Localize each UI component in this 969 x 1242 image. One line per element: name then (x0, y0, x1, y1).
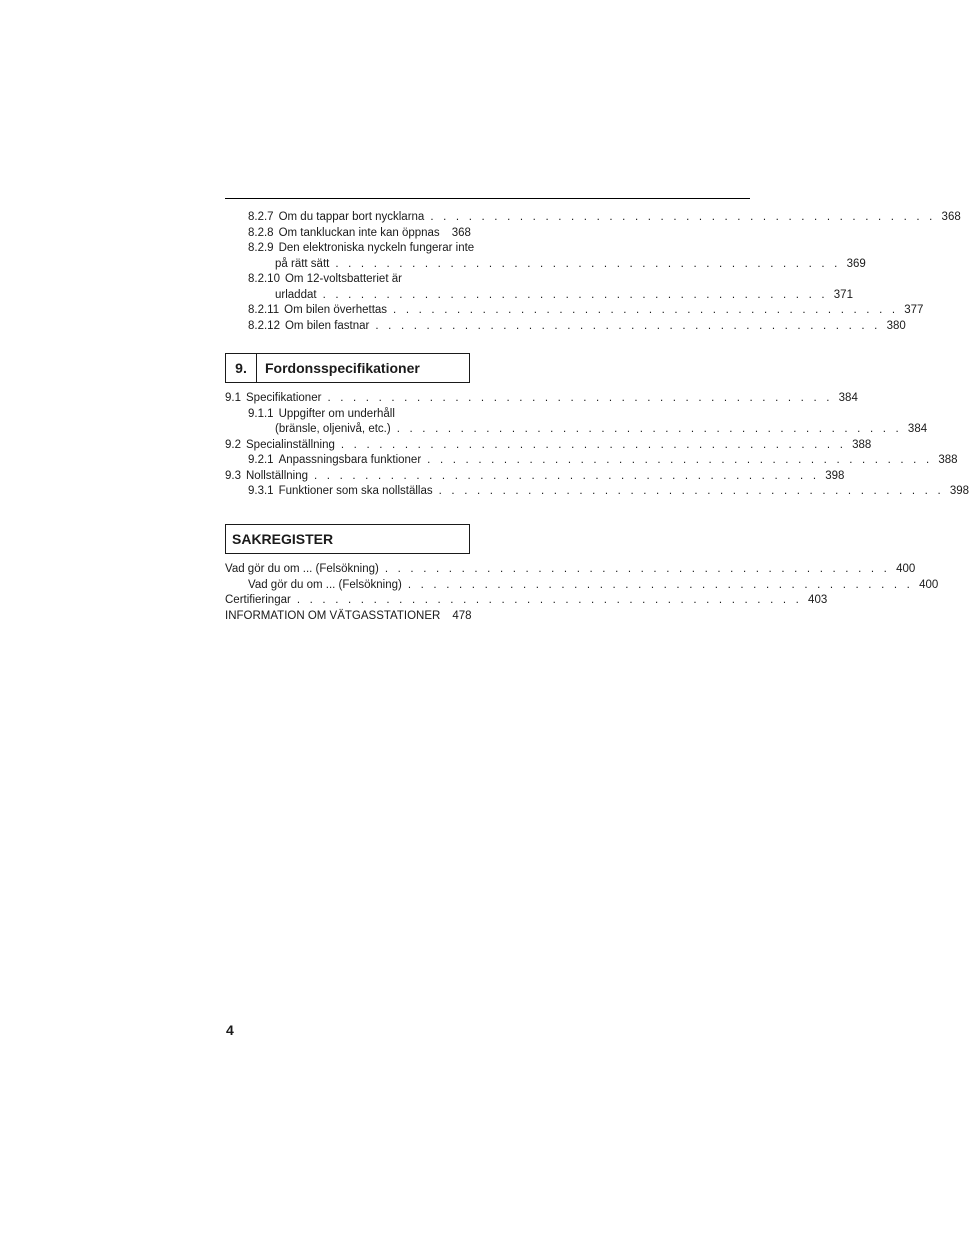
toc-entry[interactable] (225, 288, 853, 304)
toc-leader-dots: . . . . . . . . . . . . . . . . . . . . . . . . . . . . . . . . . . . . . . . . (427, 454, 933, 466)
toc-entry-label: Funktioner som ska nollställas (278, 485, 433, 497)
toc-entry-page: 398 (949, 485, 969, 497)
toc-entry[interactable] (225, 469, 845, 485)
index-chapter-heading[interactable] (225, 524, 470, 554)
toc-entry[interactable] (225, 484, 969, 500)
toc-leader-dots: . . . . . . . . . . . . . . . . . . . . . . . . . . . . . . . . . . . . . . . . (396, 423, 902, 435)
toc-entry-number: 9.1 (225, 392, 241, 404)
chapter-title: Fordonsspecifikationer (265, 360, 420, 376)
toc-leader-dots: . . . . . . . . . . . . . . . . . . . . . . . . . . . . . . . . . . . . . . . . (375, 319, 881, 332)
toc-entry-number: 8.2.8 (248, 226, 274, 239)
toc-entry-page: 400 (896, 563, 916, 575)
page-number: 4 (226, 1022, 234, 1038)
toc-entry-number: 9.2 (225, 438, 241, 451)
toc-leader-dots: . . . . . . . . . . . . . . . . . . . . . . . . . . . . . . . . . . . . . . . . (393, 304, 899, 316)
toc-entry-label: Uppgifter om underhåll (278, 407, 395, 420)
toc-entry[interactable] (225, 303, 924, 319)
toc-leader-dots: . . . . . . . . . . . . . . . . . . . . . . . . . . . . . . . . . . . . . . . . (384, 563, 891, 575)
toc-leader-dots: . . . . . . . . . . . . . . . . . . . . . . . . . . . . . . . . . . . . . . . . (327, 392, 833, 404)
toc-entry-label: Om 12-voltsbatteriet är (284, 273, 402, 285)
toc-entry-number: 8.2.7 (248, 211, 274, 223)
toc-entry[interactable] (225, 593, 828, 609)
toc-entry-label: Vad gör du om ... (Felsökning) (225, 563, 379, 575)
toc-entry-label: Nollställning (246, 469, 309, 482)
toc-entry-label: på rätt sätt (275, 257, 330, 270)
toc-entry-label: Om bilen överhettas (284, 304, 388, 316)
toc-entry-label: Vad gör du om ... (Felsökning) (248, 578, 402, 591)
toc-entry-number: 8.2.10 (248, 273, 280, 285)
toc-entry-page: 403 (808, 594, 828, 606)
chapter-9-heading[interactable] (225, 353, 470, 383)
toc-leader-dots: . . . . . . . . . . . . . . . . . . . . . . . . . . . . . . . . . . . . . . . . (296, 594, 803, 606)
toc-entry-page: 368 (941, 211, 961, 223)
toc-entry[interactable] (225, 422, 928, 438)
toc-entry[interactable] (225, 562, 916, 578)
toc-entry (225, 272, 470, 288)
toc-index (225, 562, 939, 624)
toc-entry (225, 407, 470, 423)
toc-entry-page: 377 (904, 304, 924, 316)
toc-section-8-2 (225, 210, 961, 334)
toc-entry-page: 384 (838, 392, 858, 404)
toc-entry-number: 9.3.1 (248, 485, 274, 497)
toc-leader-dots: . . . . . . . . . . . . . . . . . . . . . . . . . . . . . . . . . . . . . . . . (314, 469, 820, 482)
toc-leader-dots: . . . . . . . . . . . . . . . . . . . . . . . . . . . . . . . . . . . . . . . . (340, 438, 847, 451)
toc-entry-page: 368 (451, 226, 471, 239)
toc-entry-label: Om tankluckan inte kan öppnas (278, 226, 440, 239)
toc-entry-number: 9.3 (225, 469, 241, 482)
toc-entry-label: Certifieringar (225, 594, 291, 606)
toc-entry-label: Om du tappar bort nycklarna (278, 211, 425, 223)
toc-entry (225, 241, 475, 257)
toc-entry-label: Den elektroniska nyckeln fungerar inte (278, 242, 475, 254)
index-chapter-title: SAKREGISTER (232, 531, 334, 547)
toc-entry-page: 388 (852, 438, 872, 451)
toc-entry-page: 388 (938, 454, 958, 466)
toc-entry-page: 371 (833, 288, 853, 301)
toc-entry-number: 8.2.9 (248, 242, 274, 254)
toc-entry[interactable] (225, 319, 906, 335)
toc-entry-number: 9.1.1 (248, 407, 274, 420)
toc-entry-label: Specialinställning (246, 438, 335, 451)
toc-entry-page: 398 (825, 469, 845, 482)
toc-entry-page: 478 (452, 609, 472, 622)
toc-entry[interactable] (225, 453, 958, 469)
toc-entry-label: urladdat (275, 288, 317, 301)
toc-leader-dots: . . . . . . . . . . . . . . . . . . . . . . . . . . . . . . . . . . . . . . . . (407, 578, 914, 591)
toc-entry-page: 369 (846, 257, 866, 270)
toc-leader-dots: . . . . . . . . . . . . . . . . . . . . . . . . . . . . . . . . . . . . . . . . (322, 288, 828, 301)
toc-entry-label: Anpassningsbara funktioner (278, 454, 422, 466)
toc-chapter-9 (225, 391, 969, 500)
toc-entry-label: INFORMATION OM VÄTGASSTATIONER (225, 609, 441, 622)
toc-entry-label: Specifikationer (246, 392, 322, 404)
toc-entry-page: 400 (919, 578, 939, 591)
toc-entry-page: 380 (886, 319, 906, 332)
toc-entry-label: (bränsle, oljenivå, etc.) (275, 423, 391, 435)
toc-entry[interactable] (225, 210, 961, 226)
toc-leader-dots: . . . . . . . . . . . . . . . . . . . . . . . . . . . . . . . . . . . . . . . . (430, 211, 936, 223)
header-rule (225, 198, 750, 199)
toc-entry-page: 384 (907, 423, 928, 435)
toc-entry[interactable] (225, 226, 470, 242)
chapter-number: 9. (226, 354, 257, 382)
toc-leader-dots: . . . . . . . . . . . . . . . . . . . . . . . . . . . . . . . . . . . . . . . . (335, 257, 841, 270)
toc-entry-number: 8.2.11 (248, 304, 280, 316)
toc-entry-label: Om bilen fastnar (284, 319, 370, 332)
toc-entry[interactable] (225, 438, 872, 454)
toc-entry-number: 8.2.12 (248, 319, 280, 332)
toc-entry[interactable] (225, 257, 866, 273)
toc-entry-number: 9.2.1 (248, 454, 274, 466)
toc-entry[interactable] (225, 391, 858, 407)
toc-entry[interactable] (225, 578, 939, 594)
toc-leader-dots: . . . . . . . . . . . . . . . . . . . . . . . . . . . . . . . . . . . . . . . . (438, 485, 944, 497)
toc-entry[interactable] (225, 609, 470, 625)
